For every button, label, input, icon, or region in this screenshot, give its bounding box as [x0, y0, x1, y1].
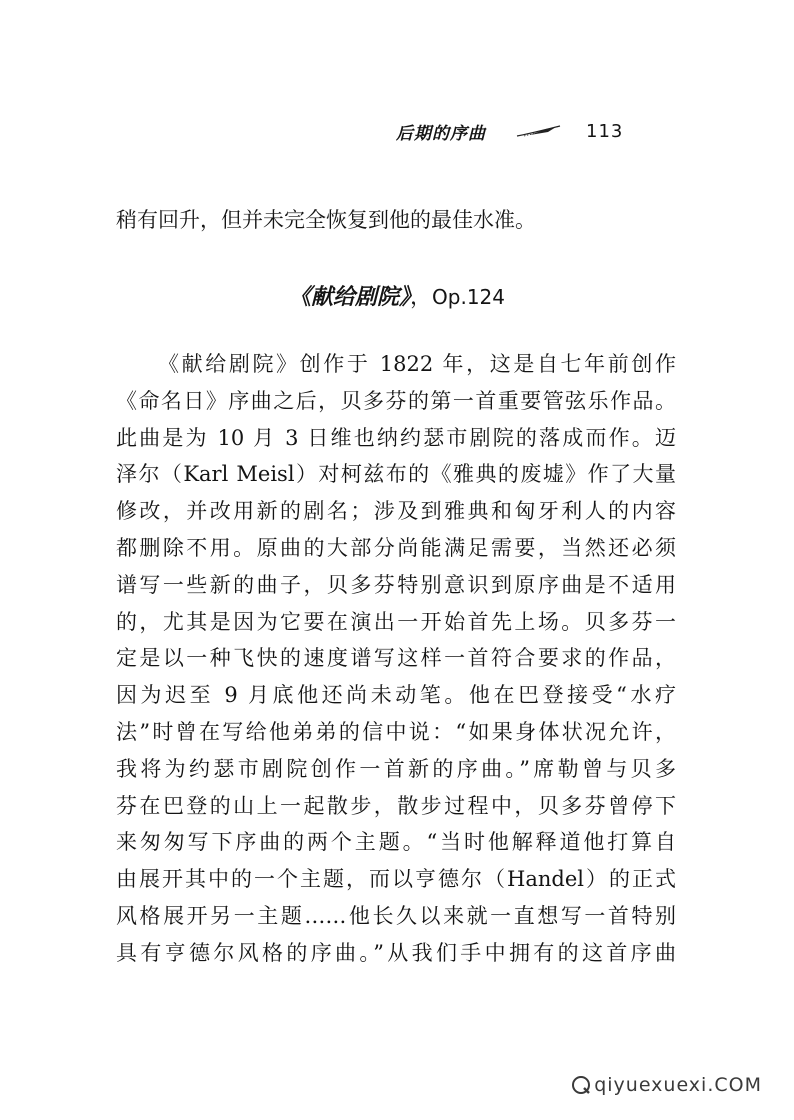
- body-line: 具有亨德尔风格的序曲。”从我们手中拥有的这首序曲: [116, 940, 676, 965]
- body-line: 《献给剧院》创作于 1822 年，这是自七年前创作: [158, 352, 676, 376]
- body-line: 法”时曾在写给他弟弟的信中说：“如果身体状况允许，: [116, 719, 676, 744]
- body-line: 我将为约瑟市剧院创作一首新的序曲。”席勒曾与贝多: [116, 756, 676, 781]
- body-line: 谱写一些新的曲子，贝多芬特别意识到原序曲是不适用: [116, 572, 676, 597]
- site-logo-icon: [571, 1075, 591, 1095]
- site-watermark: [571, 1074, 762, 1096]
- body-line: 《命名日》序曲之后，贝多芬的第一首重要管弦乐作品。: [116, 388, 676, 413]
- body-paragraph: [116, 346, 676, 972]
- body-line: 定是以一种飞快的速度谱写这样一首符合要求的作品，: [116, 646, 676, 671]
- section-opus: Op.124: [432, 285, 505, 309]
- quill-ornament-icon: [516, 124, 562, 138]
- body-line: 都删除不用。原曲的大部分尚能满足需要，当然还必须: [116, 535, 676, 560]
- body-line: 芬在巴登的山上一起散步，散步过程中，贝多芬曾停下: [116, 793, 676, 818]
- body-line: 因为迟至 9 月底他还尚未动笔。他在巴登接受“水疗: [116, 683, 676, 708]
- body-line: 此曲是为 10 月 3 日维也纳约瑟市剧院的落成而作。迈: [116, 425, 676, 450]
- running-head-title: 后期的序曲: [396, 123, 486, 144]
- body-line: 由展开其中的一个主题，而以亨德尔（Handel）的正式: [116, 867, 676, 892]
- continuation-paragraph: 稍有回升，但并未完全恢复到他的最佳水准。: [116, 208, 536, 232]
- body-line: 风格展开另一主题……他长久以来就一直想写一首特别: [116, 903, 676, 928]
- body-line: 修改，并改用新的剧名；涉及到雅典和匈牙利人的内容: [116, 499, 676, 524]
- section-heading: [0, 281, 794, 314]
- body-line: 泽尔（Karl Meisl）对柯兹布的《雅典的废墟》作了大量: [116, 462, 676, 487]
- body-line: 的，尤其是因为它要在演出一开始首先上场。贝多芬一: [116, 609, 676, 634]
- section-separator: ，: [410, 285, 433, 310]
- section-title: 《献给剧院》: [289, 284, 411, 310]
- watermark-text: qiyuexuexi.COM: [594, 1074, 762, 1096]
- body-line: 来匆匆写下序曲的两个主题。“当时他解释道他打算自: [116, 830, 676, 855]
- page-number: 113: [586, 120, 624, 142]
- running-head: [396, 118, 623, 144]
